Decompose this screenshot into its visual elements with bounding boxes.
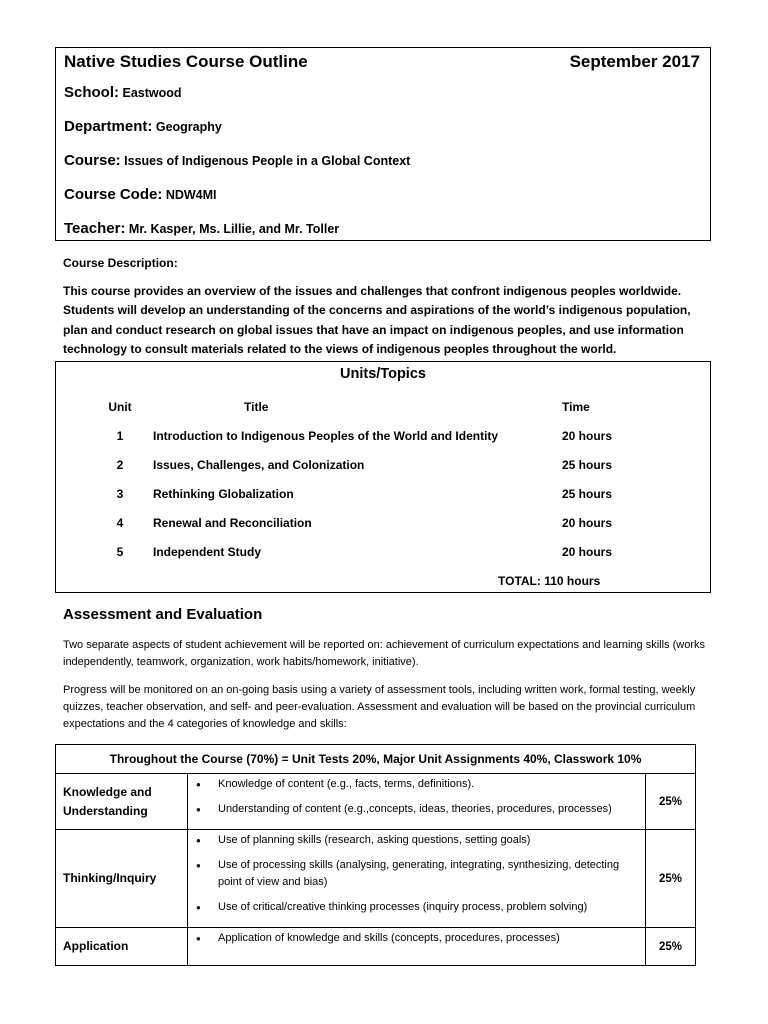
list-item: ● Use of critical/creative thinking processes (inquiry process, problem solving) [188, 899, 645, 916]
unit-number: 1 [116, 429, 124, 443]
category-name: Thinking/Inquiry [56, 830, 188, 928]
units-header-unit: Unit [108, 400, 132, 414]
unit-time: 25 hours [562, 458, 613, 472]
document-date: September 2017 [569, 52, 700, 71]
category-name: Application [56, 928, 188, 966]
assessment-table-header: Throughout the Course (70%) = Unit Tests 20%, Major Unit Assignments 40%, Classwork 10% [56, 745, 696, 774]
list-item: ● Understanding of content (e.g.,concepts, ideas, theories, procedures, processes) [188, 801, 645, 818]
course-code-field [64, 186, 217, 203]
teacher-label: Teacher: [64, 220, 126, 237]
teacher-value: Mr. Kasper, Ms. Lillie, and Mr. Toller [128, 222, 340, 236]
unit-number: 2 [116, 458, 124, 472]
units-topics-box [55, 361, 711, 593]
course-field [64, 152, 410, 169]
unit-time: 20 hours [562, 429, 613, 443]
unit-number: 4 [116, 516, 124, 530]
category-items [188, 774, 646, 830]
category-items [188, 830, 646, 928]
course-description-text: This course provides an overview of the issues and challenges that confront indigenous peoples worldwide. Students will develop an understanding of the concerns and aspirations of the world’s indigenous population, plan and conduct research on global issues that have an impact on indigenous peoples, and use information technology to consult materials related to the views of indigenous peoples throughout the world. [63, 284, 691, 356]
list-item: ● Application of knowledge and skills (concepts, procedures, processes) [188, 930, 645, 947]
category-weight: 25% [646, 830, 696, 928]
unit-title: Independent Study [153, 545, 261, 559]
document-title: Native Studies Course Outline [64, 52, 308, 71]
category-weight: 25% [646, 928, 696, 966]
table-row [56, 928, 696, 966]
department-label: Department: [64, 118, 153, 135]
assessment-table [55, 744, 696, 966]
units-total: TOTAL: 110 hours [498, 574, 601, 588]
unit-title: Issues, Challenges, and Colonization [153, 458, 365, 472]
list-item: ● Knowledge of content (e.g., facts, terms, definitions). [188, 776, 645, 793]
school-value: Eastwood [122, 86, 182, 100]
assessment-heading: Assessment and Evaluation [63, 606, 263, 623]
course-header-box [55, 47, 711, 241]
assessment-table-header-row [56, 745, 696, 774]
school-label: School: [64, 84, 119, 101]
units-header-title: Title [244, 400, 269, 414]
unit-number: 3 [116, 487, 124, 501]
course-code-value: NDW4MI [165, 188, 217, 202]
units-title: Units/Topics [340, 366, 426, 382]
teacher-field [64, 220, 339, 237]
category-items [188, 928, 646, 966]
course-value: Issues of Indigenous People in a Global Context [124, 154, 411, 168]
category-name: Knowledge and Understanding [56, 774, 188, 830]
unit-number: 5 [116, 545, 124, 559]
department-value: Geography [155, 120, 222, 134]
table-row [56, 774, 696, 830]
unit-time: 25 hours [562, 487, 613, 501]
unit-title: Introduction to Indigenous Peoples of the World and Identity [153, 429, 499, 443]
unit-time: 20 hours [562, 516, 613, 530]
department-field [64, 118, 222, 135]
unit-time: 20 hours [562, 545, 613, 559]
course-description-label: Course Description: [63, 256, 178, 270]
course-label: Course: [64, 152, 121, 169]
assessment-paragraph-2: Progress will be monitored on an on-going basis using a variety of assessment tools, including written work, formal testing, weekly quizzes, teacher observation, and self- and peer-evaluation. Assessment and evaluation will be based on the provincial curriculum expectations and the 4 categories of knowledge and skills: [63, 684, 696, 730]
unit-title: Renewal and Reconciliation [153, 516, 312, 530]
list-item: ● Use of planning skills (research, asking questions, setting goals) [188, 832, 645, 849]
table-row [56, 830, 696, 928]
course-code-label: Course Code: [64, 186, 163, 203]
list-item: ● Use of processing skills (analysing, generating, integrating, synthesizing, detecting point of view and bias) [188, 857, 645, 891]
school-field [64, 84, 182, 101]
category-weight: 25% [646, 774, 696, 830]
units-header-time: Time [562, 400, 590, 414]
assessment-paragraph-1: Two separate aspects of student achievement will be reported on: achievement of curriculum expectations and learning skills (works independently, teamwork, organization, work habits/homework, initiative). [63, 639, 705, 668]
unit-title: Rethinking Globalization [153, 487, 294, 501]
